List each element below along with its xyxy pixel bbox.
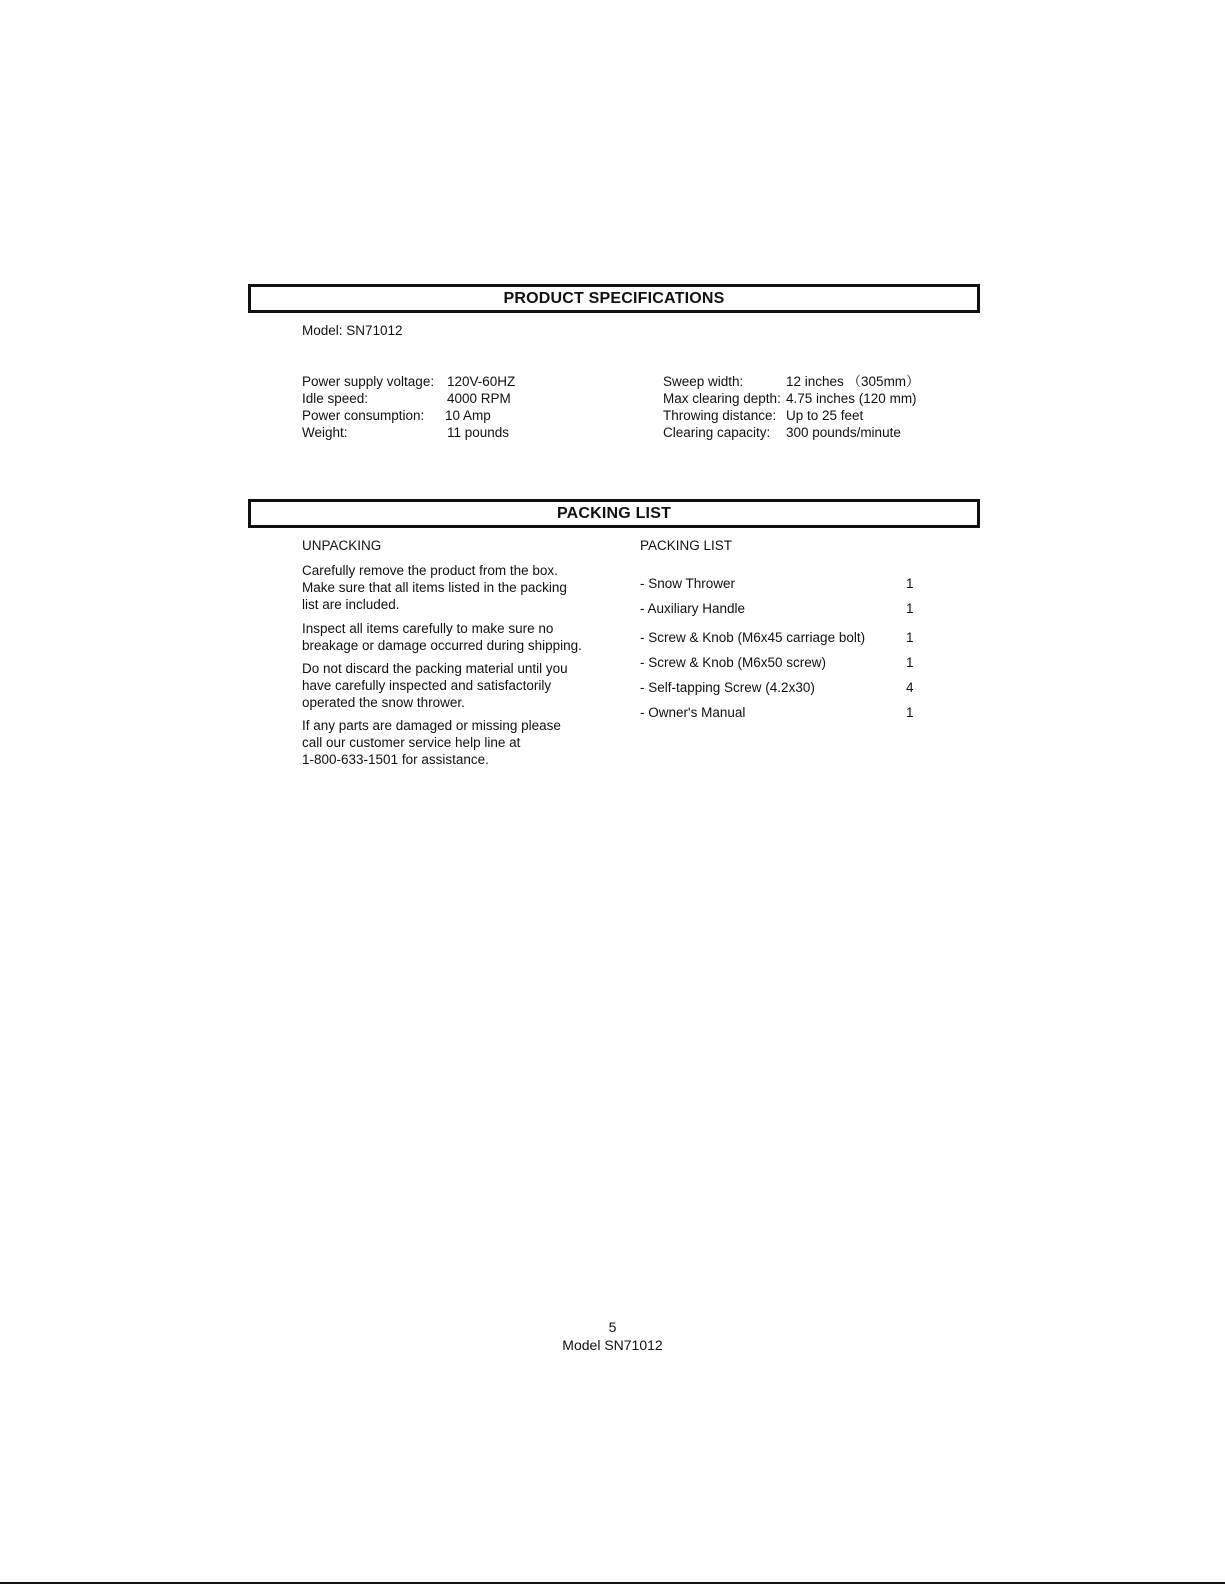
packing-list-header: [248, 499, 980, 528]
list-item: - Snow Thrower: [640, 576, 736, 591]
text-line: Do not discard the packing material until you: [302, 661, 568, 676]
footer-model: Model SN71012: [562, 1337, 663, 1353]
spec-label: Sweep width:: [663, 374, 744, 389]
spec-value: 12 inches （305mm）: [786, 374, 920, 389]
product-specifications-header: [248, 284, 980, 313]
spec-value: 120V-60HZ: [447, 374, 516, 389]
section-title: PACKING LIST: [556, 505, 672, 522]
model-label: Model: SN71012: [302, 323, 403, 338]
list-item: - Screw & Knob (M6x50 screw): [640, 655, 827, 670]
item-quantity: 1: [906, 601, 914, 616]
spec-value: 300 pounds/minute: [786, 425, 901, 440]
text-line: breakage or damage occurred during shipping.: [302, 638, 582, 653]
spec-label: Power supply voltage:: [302, 374, 435, 389]
list-item: - Screw & Knob (M6x45 carriage bolt): [640, 630, 866, 645]
item-quantity: 4: [906, 680, 914, 695]
packing-list-heading: PACKING LIST: [640, 538, 733, 553]
spec-value: 11 pounds: [447, 425, 510, 440]
text-line: 1-800-633-1501 for assistance.: [302, 752, 489, 767]
section-title: PRODUCT SPECIFICATIONS: [503, 290, 725, 307]
spec-value: 10 Amp: [445, 408, 491, 423]
text-line: have carefully inspected and satisfactorily: [302, 678, 552, 693]
text-line: list are included.: [302, 597, 400, 612]
unpacking-paragraph: [302, 620, 602, 654]
item-quantity: 1: [906, 576, 914, 591]
item-quantity: 1: [906, 655, 914, 670]
spec-label: Clearing capacity:: [663, 425, 771, 440]
text-line: call our customer service help line at: [302, 735, 521, 750]
item-quantity: 1: [906, 630, 914, 645]
text-line: operated the snow thrower.: [302, 695, 465, 710]
text-line: Inspect all items carefully to make sure no: [302, 621, 554, 636]
page-bottom-rule: [0, 1582, 1225, 1584]
page-number: 5: [608, 1319, 617, 1335]
spec-value: Up to 25 feet: [786, 408, 864, 423]
list-item: - Auxiliary Handle: [640, 601, 746, 616]
list-item: - Owner's Manual: [640, 705, 746, 720]
item-quantity: 1: [906, 705, 914, 720]
spec-label: Weight:: [302, 425, 348, 440]
spec-label: Throwing distance:: [663, 408, 777, 423]
spec-value: 4000 RPM: [447, 391, 511, 406]
text-line: Make sure that all items listed in the packing: [302, 580, 567, 595]
spec-label: Max clearing depth:: [663, 391, 781, 406]
spec-label: Idle speed:: [302, 391, 369, 406]
text-line: Carefully remove the product from the box.: [302, 563, 558, 578]
list-item: - Self-tapping Screw (4.2x30): [640, 680, 815, 695]
spec-label: Power consumption:: [302, 408, 425, 423]
unpacking-heading: UNPACKING: [302, 538, 382, 553]
spec-value: 4.75 inches (120 mm): [786, 391, 917, 406]
unpacking-paragraph: [302, 717, 602, 768]
unpacking-paragraph: [302, 562, 602, 613]
unpacking-paragraph: [302, 660, 602, 711]
text-line: If any parts are damaged or missing please: [302, 718, 561, 733]
